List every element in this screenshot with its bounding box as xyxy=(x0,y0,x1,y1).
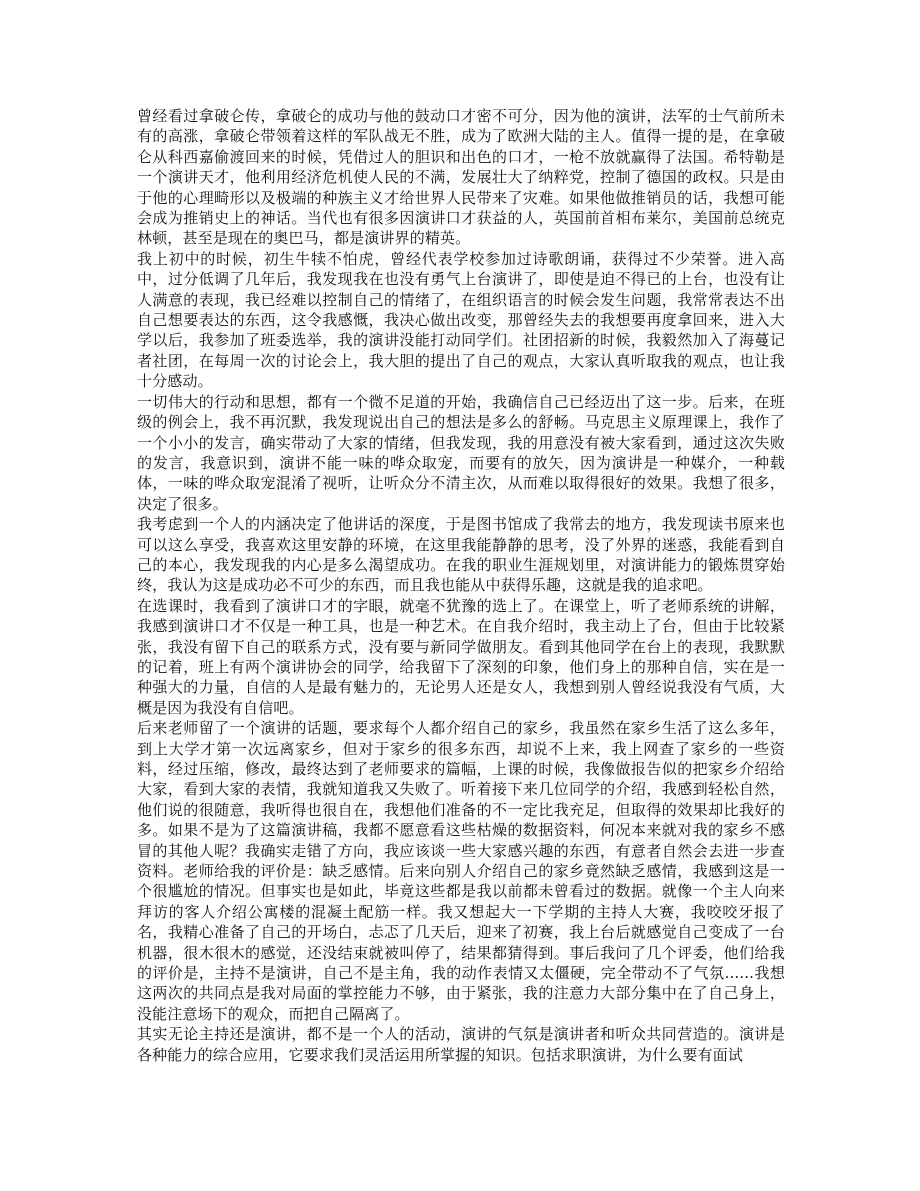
document-page xyxy=(137,106,785,1166)
paragraph-first-step: 一切伟大的行动和思想，都有一个微不足道的开始，我确信自己已经迈出了这一步。后来，在班级的例会上，我不再沉默，我发现说出自己的想法是多么的舒畅。马克思主义原理课上，我作了一个小小的发言，确实带动了大家的情绪，但我发现，我的用意没有被大家看到，通过这次失败的发言，我意识到，演讲不能一味的哗众取宠，而要有的放矢，因为演讲是一种媒介，一种载体，一味的哗众取宠混淆了视听，让听众分不清主次，从而难以取得很好的效果。我想了很多，决定了很多。 xyxy=(137,392,785,513)
paragraph-course-selection: 在选课时，我看到了演讲口才的字眼，就毫不犹豫的选上了。在课堂上，听了老师系统的讲解，我感到演讲口才不仅是一种工具，也是一种艺术。在自我介绍时，我主动上了台，但由于比较紧张，我没有留下自己的联系方式，没有要与新同学做朋友。看到其他同学在台上的表现，我默默的记着，班上有两个演讲协会的同学，给我留下了深刻的印象，他们身上的那种自信，实在是一种强大的力量，自信的人是最有魅力的，无论男人还是女人，我想到别人曾经说我没有气质，大概是因为我没有自信吧。 xyxy=(137,596,785,717)
paragraph-middle-school: 我上初中的时候，初生牛犊不怕虎，曾经代表学校参加过诗歌朗诵，获得过不少荣誉。进入高中，过分低调了几年后，我发现我在也没有勇气上台演讲了，即使是迫不得已的上台，也没有让人满意的表现，我已经难以控制自己的情绪了，在组织语言的时候会发生问题，我常常表达不出自己想要表达的东西，这令我感慨，我决心做出改变，那曾经失去的我想要再度拿回来，进入大学以后，我参加了班委选举，我的演讲没能打动同学们。社团招新的时候，我毅然加入了海蔓记者社团，在每周一次的讨论会上，我大胆的提出了自己的观点，大家认真听取我的观点，也让我十分感动。 xyxy=(137,249,785,391)
paragraph-hometown-speech: 后来老师留了一个演讲的话题，要求每个人都介绍自己的家乡，我虽然在家乡生活了这么多年，到上大学才第一次远离家乡，但对于家乡的很多东西，却说不上来，我上网查了家乡的一些资料，经过压缩，修改，最终达到了老师要求的篇幅，上课的时候，我像做报告似的把家乡介绍给大家，看到大家的表情，我就知道我又失败了。听着接下来几位同学的介绍，我感到轻松自然，他们说的很随意，我听得也很自在，我想他们准备的不一定比我充足，但取得的效果却比我好的多。如果不是为了这篇演讲稿，我都不愿意看这些枯燥的数据资料，何况本来就对我的家乡不感冒的其他人呢？我确实走错了方向，我应该谈一些大家感兴趣的东西，有意者自然会去进一步查资料。老师给我的评价是：缺乏感情。后来向别人介绍自己的家乡竟然缺乏感情，我感到这是一个很尴尬的情况。但事实也是如此，毕竟这些都是我以前都未曾看过的数据。就像一个主人向来拜访的客人介绍公寓楼的混凝土配筋一样。我又想起大一下学期的主持人大赛，我咬咬牙报了名，我精心准备了自己的开场白，忐忑了几天后，迎来了初赛，我上台后就感觉自己变成了一台机器，很木很木的感觉，还没结束就被叫停了，结果都猜得到。事后我问了几个评委，他们给我的评价是，主持不是演讲，自己不是主角，我的动作表情又太僵硬，完全带动不了气氛......我想这两次的共同点是我对局面的掌控能力不够，由于紧张，我的注意力大部分集中在了自己身上，没能注意场下的观众，而把自己隔离了。 xyxy=(137,719,785,1023)
paragraph-napoleon: 曾经看过拿破仑传，拿破仑的成功与他的鼓动口才密不可分，因为他的演讲，法军的士气前所未有的高涨，拿破仑带领着这样的军队战无不胜，成为了欧洲大陆的主人。值得一提的是，在拿破仑从科西嘉偷渡回来的时候，凭借过人的胆识和出色的口才，一枪不放就赢得了法国。希特勒是一个演讲天才，他利用经济危机使人民的不满，发展壮大了纳粹党，控制了德国的政权。只是由于他的心理畸形以及极端的种族主义才给世界人民带来了灾难。如果他做推销员的话，我想可能会成为推销史上的神话。当代也有很多因演讲口才获益的人，英国前首相布莱尔，美国前总统克林顿，甚至是现在的奥巴马，都是演讲界的精英。 xyxy=(137,107,785,248)
paragraph-conclusion: 其实无论主持还是演讲，都不是一个人的活动，演讲的气氛是演讲者和听众共同营造的。演讲是各种能力的综合应用，它要求我们灵活运用所掌握的知识。包括求职演讲，为什么要有面试 xyxy=(137,1025,785,1064)
paragraph-library: 我考虑到一个人的内涵决定了他讲话的深度，于是图书馆成了我常去的地方，我发现读书原来也可以这么享受，我喜欢这里安静的环境，在这里我能静静的思考，没了外界的迷惑，我能看到自己的本心，我发现我的内心是多么渴望成功。在我的职业生涯规划里，对演讲能力的锻炼贯穿始终，我认为这是成功必不可少的东西，而且我也能从中获得乐趣，这就是我的追求吧。 xyxy=(137,515,785,595)
